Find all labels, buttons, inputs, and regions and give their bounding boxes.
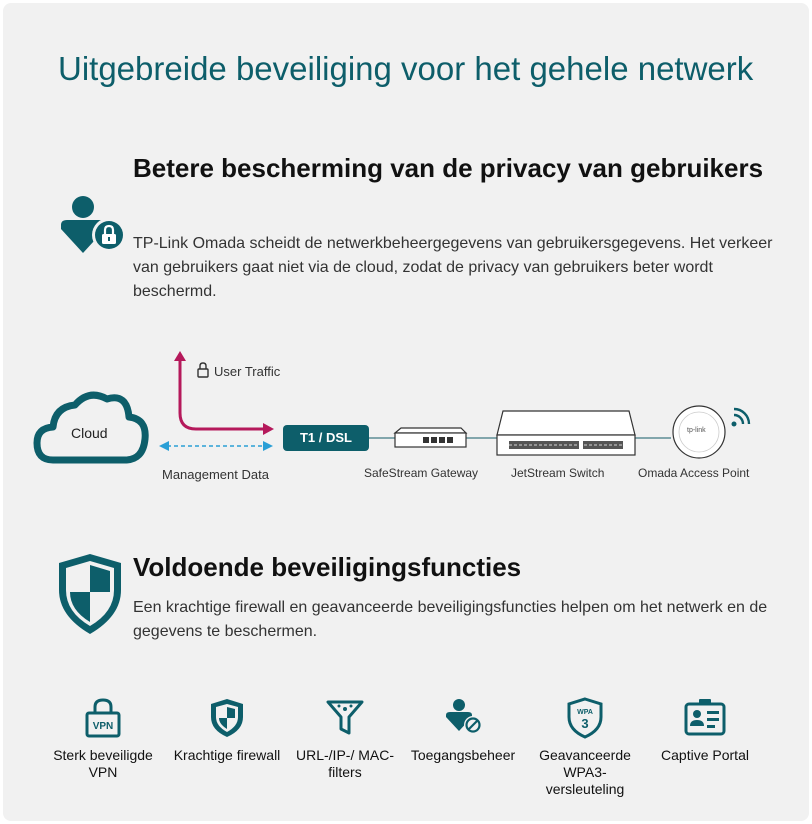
privacy-section-title: Betere bescherming van de privacy van gebruikers <box>133 153 764 183</box>
access-point-label: Omada Access Point <box>638 466 750 480</box>
security-section-title: Voldoende beveiligingsfuncties <box>133 552 522 582</box>
switch-device-icon <box>497 411 635 455</box>
feature-filters <box>285 697 405 781</box>
content-card <box>3 3 809 821</box>
filter-icon <box>325 697 365 739</box>
feature-label: Toegangsbeheer <box>410 747 516 763</box>
user-traffic-label: User Traffic <box>214 364 281 379</box>
user-privacy-lock-icon <box>59 195 129 261</box>
feature-access-control <box>403 697 523 764</box>
access-point-logo: tp-link <box>687 427 706 434</box>
vpn-icon-text: VPN <box>92 721 114 732</box>
cloud-label: Cloud <box>71 425 108 441</box>
t1-dsl-box: T1 / DSL <box>283 425 369 451</box>
security-section-body: Een krachtige firewall en geavanceerde beveiligingsfuncties helpen om het netwerk en de gegevens te beschermen. <box>133 599 768 640</box>
feature-vpn <box>43 697 163 781</box>
access-control-icon <box>443 697 483 739</box>
feature-label: URL-/IP-/ MAC- filters <box>296 747 394 780</box>
feature-label: Geavanceerde WPA3-versleuteling <box>539 747 631 797</box>
traffic-lock-icon <box>198 363 208 377</box>
firewall-shield-icon <box>207 697 247 739</box>
management-data-arrow <box>159 441 273 451</box>
feature-label: Captive Portal <box>661 747 749 763</box>
switch-label: JetStream Switch <box>511 466 605 480</box>
captive-portal-icon <box>683 697 727 739</box>
feature-wpa3 <box>525 697 645 798</box>
wpa3-icon-number: 3 <box>581 716 589 731</box>
privacy-section-body: TP-Link Omada scheidt de netwerkbeheergegevens van gebruikersgegevens. Het verkeer van gebruikers gaat niet via de cloud, zodat de privacy van gebruikers beter wordt beschermd. <box>133 235 773 300</box>
wpa3-icon <box>565 697 605 739</box>
security-shield-icon <box>57 552 123 636</box>
feature-label: Krachtige firewall <box>173 747 281 763</box>
feature-captive-portal <box>645 697 765 764</box>
feature-firewall <box>167 697 287 764</box>
network-diagram <box>3 343 809 493</box>
management-data-label: Management Data <box>162 467 269 482</box>
feature-label: Sterk beveiligde VPN <box>53 747 153 780</box>
wifi-signal-icon <box>732 409 750 427</box>
wpa3-icon-text: WPA <box>577 709 593 716</box>
page-title: Uitgebreide beveiliging voor het gehele netwerk <box>58 50 754 87</box>
gateway-device-icon <box>395 428 466 447</box>
gateway-label: SafeStream Gateway <box>364 466 479 480</box>
vpn-icon <box>83 697 123 739</box>
